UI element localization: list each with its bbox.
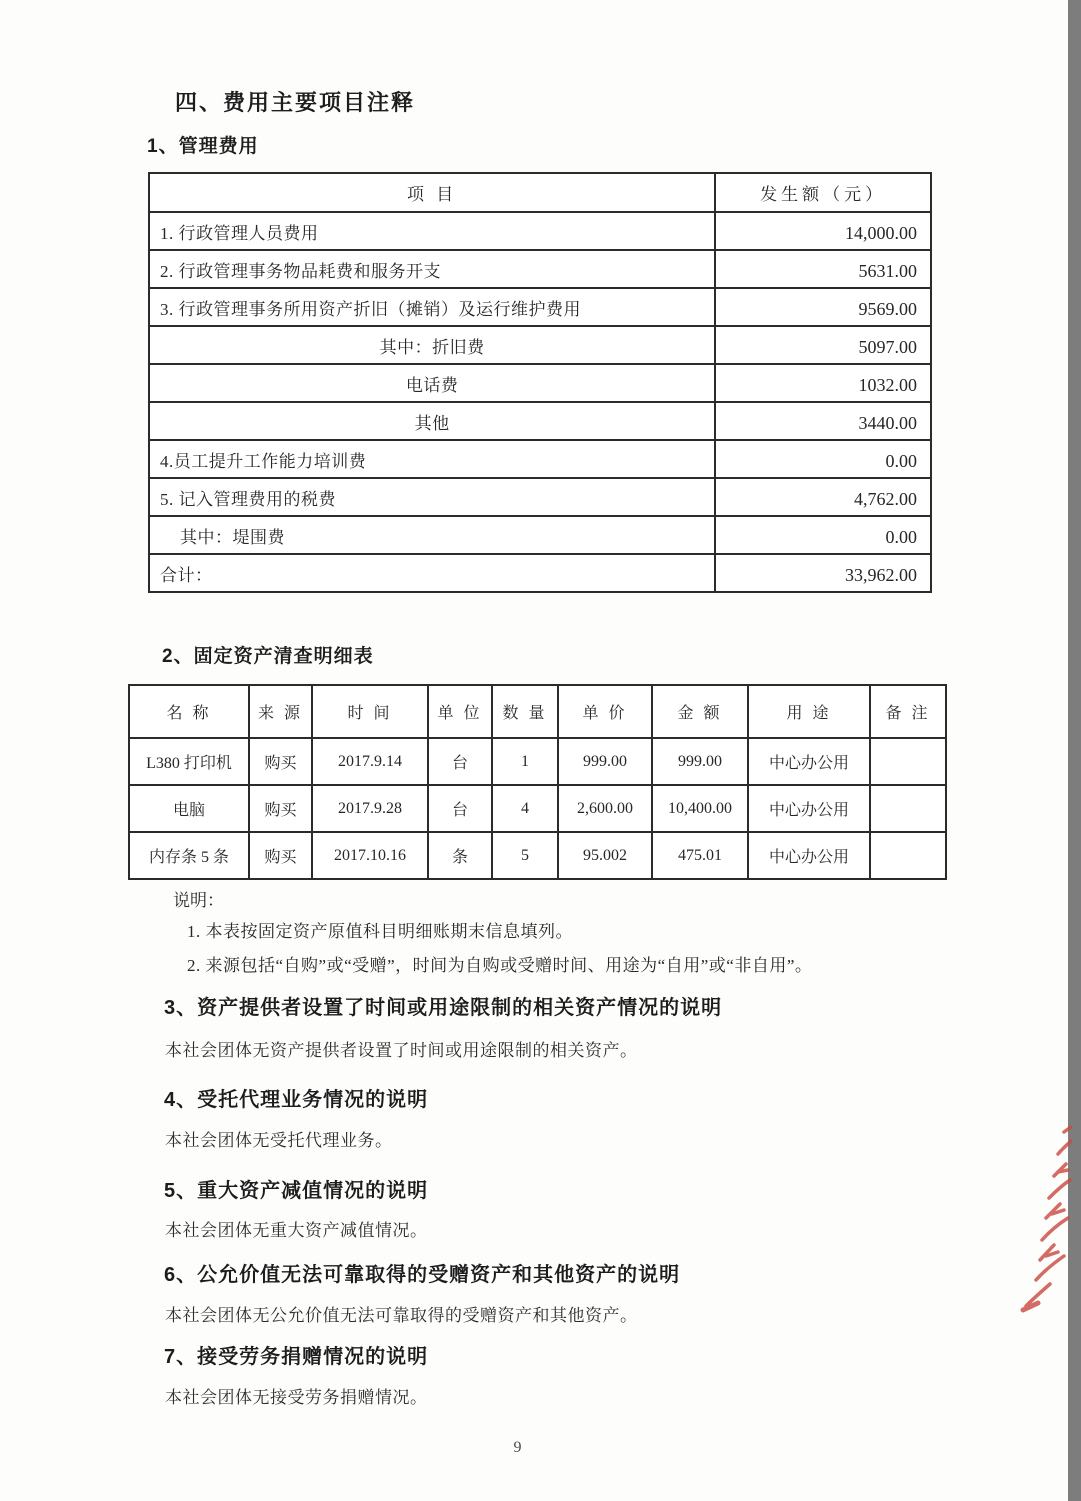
red-stamp-fragment-icon [1018,1126,1072,1326]
t2-header-unitprice: 单 价 [558,685,652,738]
table-row [149,288,931,326]
table-total-row [149,554,931,592]
t2-cell: 台 [428,738,492,785]
table-row [149,516,931,554]
section7-body: 本社会团体无接受劳务捐赠情况。 [165,1388,428,1407]
table-row [149,364,931,402]
t1-row-value: 5097.00 [715,326,931,364]
table-row [149,440,931,478]
t2-cell: 999.00 [558,738,652,785]
section4-heading: 4、受托代理业务情况的说明 [164,1089,429,1111]
t2-header-qty: 数 量 [492,685,558,738]
t1-row-value: 14,000.00 [715,212,931,250]
t1-row-label: 电话费 [149,364,715,402]
t1-row-value: 1032.00 [715,364,931,402]
table-header-row [129,685,946,738]
t2-header-remark: 备 注 [870,685,946,738]
section5-heading: 5、重大资产减值情况的说明 [164,1180,429,1202]
t2-cell: 10,400.00 [652,785,748,832]
section4-body: 本社会团体无受托代理业务。 [165,1131,393,1150]
note-line: 2. 来源包括“自购”或“受赠”，时间为自购或受赠时间、用途为“自用”或“非自用”。 [187,956,813,975]
t2-cell: 2017.9.14 [312,738,428,785]
table-row [149,250,931,288]
t1-row-value: 3440.00 [715,402,931,440]
t2-cell: 999.00 [652,738,748,785]
table-row [149,326,931,364]
t2-cell: L380 打印机 [129,738,249,785]
t1-row-value: 5631.00 [715,250,931,288]
t2-cell: 购买 [249,738,312,785]
table-header-row [149,173,931,212]
t2-cell: 2,600.00 [558,785,652,832]
t2-cell: 2017.10.16 [312,832,428,879]
section3-heading: 3、资产提供者设置了时间或用途限制的相关资产情况的说明 [164,997,723,1019]
section6-heading: 6、公允价值无法可靠取得的受赠资产和其他资产的说明 [164,1264,681,1286]
t1-header-item: 项 目 [149,173,715,212]
t2-cell [870,738,946,785]
t2-cell: 1 [492,738,558,785]
t2-cell: 购买 [249,785,312,832]
t1-row-label: 4.员工提升工作能力培训费 [149,440,715,478]
table-row [149,402,931,440]
section6-body: 本社会团体无公允价值无法可靠取得的受赠资产和其他资产。 [165,1306,638,1325]
t2-cell: 中心办公用 [748,738,870,785]
section1-heading: 1、管理费用 [147,136,259,157]
t2-header-unit: 单 位 [428,685,492,738]
table-row [149,212,931,250]
t1-row-value: 0.00 [715,516,931,554]
t1-row-label: 其他 [149,402,715,440]
section7-heading: 7、接受劳务捐赠情况的说明 [164,1346,429,1368]
t1-row-label: 其中：堤围费 [149,516,715,554]
section5-body: 本社会团体无重大资产减值情况。 [165,1221,428,1240]
t2-cell: 中心办公用 [748,832,870,879]
page-title: 四、费用主要项目注释 [175,90,416,115]
t2-cell: 2017.9.28 [312,785,428,832]
table-row [129,832,946,879]
t1-row-label: 3. 行政管理事务所用资产折旧（摊销）及运行维护费用 [149,288,715,326]
t1-row-label: 2. 行政管理事务物品耗费和服务开支 [149,250,715,288]
t2-header-amount: 金 额 [652,685,748,738]
t2-cell: 95.002 [558,832,652,879]
t2-cell: 内存条 5 条 [129,832,249,879]
t2-header-name: 名 称 [129,685,249,738]
management-expense-table [148,172,932,593]
t1-total-label: 合计： [149,554,715,592]
t2-header-time: 时 间 [312,685,428,738]
section3-body: 本社会团体无资产提供者设置了时间或用途限制的相关资产。 [165,1041,638,1060]
t2-header-source: 来 源 [249,685,312,738]
note-line: 1. 本表按固定资产原值科目明细账期末信息填列。 [187,922,573,941]
t2-cell: 台 [428,785,492,832]
t2-cell: 4 [492,785,558,832]
t1-row-value: 0.00 [715,440,931,478]
t1-row-label: 其中：折旧费 [149,326,715,364]
t2-cell [870,785,946,832]
notes-title: 说明： [173,891,224,910]
t1-row-label: 5. 记入管理费用的税费 [149,478,715,516]
t1-header-amount: 发生额（元） [715,173,931,212]
t2-cell: 5 [492,832,558,879]
t2-cell [870,832,946,879]
table-row [129,785,946,832]
table-row [149,478,931,516]
t1-row-value: 9569.00 [715,288,931,326]
page-number: 9 [513,1439,522,1456]
t2-cell: 条 [428,832,492,879]
t1-total-value: 33,962.00 [715,554,931,592]
table-row [129,738,946,785]
t2-cell: 475.01 [652,832,748,879]
t1-row-label: 1. 行政管理人员费用 [149,212,715,250]
section2-heading: 2、固定资产清查明细表 [162,646,374,667]
t1-row-value: 4,762.00 [715,478,931,516]
fixed-asset-table [128,684,947,880]
t2-cell: 电脑 [129,785,249,832]
t2-header-usage: 用 途 [748,685,870,738]
t2-cell: 购买 [249,832,312,879]
t2-cell: 中心办公用 [748,785,870,832]
